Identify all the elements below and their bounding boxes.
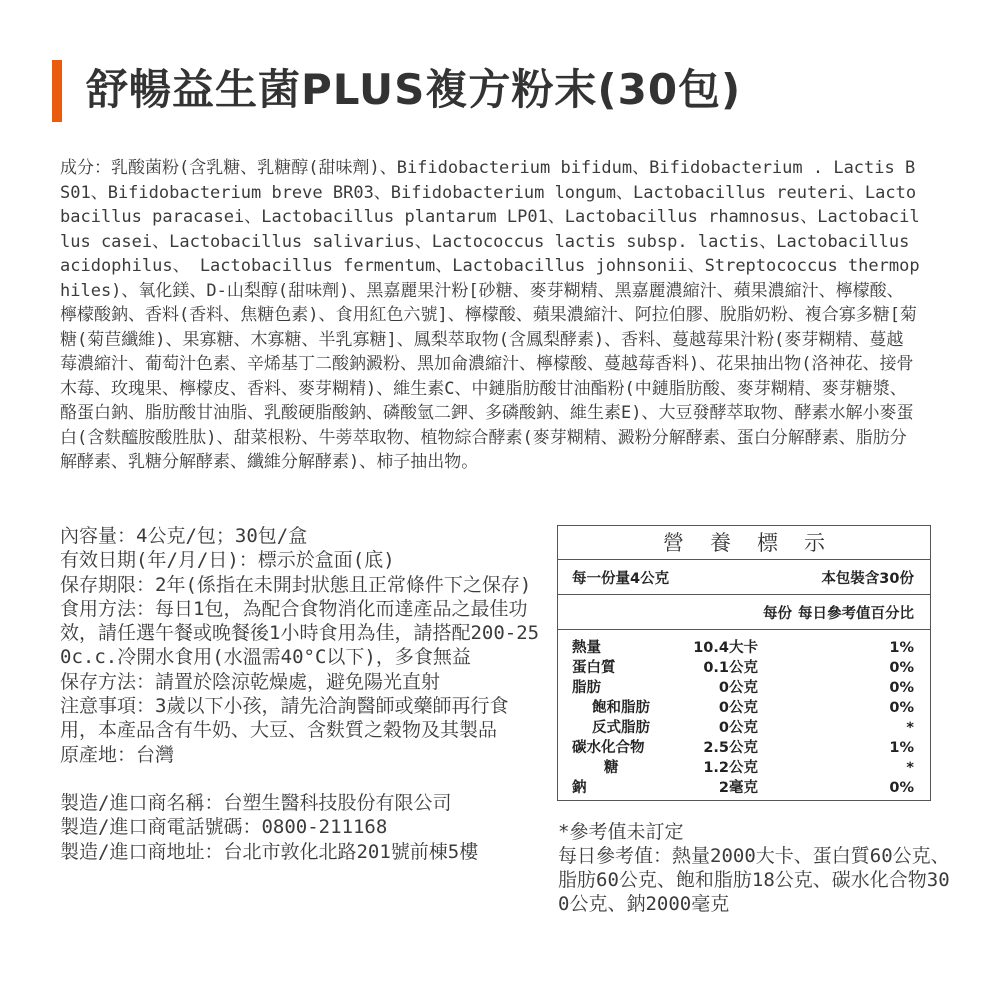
nutrient-daily-pct: 1%: [889, 640, 914, 656]
nutrient-daily-pct: 0%: [889, 780, 914, 796]
nutrient-value: 0公克: [718, 680, 758, 696]
nutrition-facts-table: [557, 525, 931, 801]
nutrient-name: 碳水化合物: [572, 740, 645, 756]
nutrient-value: 0.1公克: [703, 660, 758, 676]
nutrient-daily-pct: 0%: [889, 660, 914, 676]
nutrient-value: 1.2公克: [703, 760, 758, 776]
nutrient-value: 2.5公克: [703, 740, 758, 756]
manufacturer-address: 製造/進口商地址：台北市敦化北路201號前棟5樓: [60, 840, 479, 863]
nutrition-footnote: [558, 820, 953, 916]
product-title: 舒暢益生菌PLUS複方粉末(30包): [86, 65, 742, 114]
nutrition-rows: [558, 630, 930, 798]
nutrient-value: 10.4大卡: [693, 640, 758, 656]
nutrition-row: [572, 678, 914, 698]
product-info: [60, 524, 545, 864]
nutrition-row: [572, 698, 914, 718]
nutrition-row: [572, 758, 914, 778]
nutrient-name: 反式脂肪: [592, 720, 650, 736]
nutrient-daily-pct: 0%: [889, 700, 914, 716]
nutrient-name: 鈉: [572, 780, 587, 796]
nutrition-row: [572, 658, 914, 678]
storage-method: 保存方法：請置於陰涼乾燥處，避免陽光直射: [60, 670, 441, 693]
spacer: [60, 767, 545, 791]
nutrient-value: 0公克: [718, 720, 758, 736]
nutrient-name: 蛋白質: [572, 660, 616, 676]
ingredients-text: 成分：乳酸菌粉(含乳糖、乳糖醇(甜味劑)、Bifidobacterium bifidum、Bifidobacterium . Lactis BS01、Bifidobacterium breve BR03、Bifidobacterium longum、Lactobacillus reuteri、Lactobacillus paracasei、Lactobacillus plantarum LP01、Lactobacillus rhamnosus、Lactobacillus casei、Lactobacillus salivarius、Lactococcus lactis subsp. lactis、Lactobacillus acidophilus、 Lactobacillus fermentum、Lactobacillus johnsonii、Streptococcus thermophiles)、氧化鎂、D-山梨醇(甜味劑)、黑嘉麗果汁粉[砂糖、麥芽糊精、黑嘉麗濃縮汁、蘋果濃縮汁、檸檬酸、檸檬酸鈉、香料(香料、焦糖色素)、食用紅色六號]、檸檬酸、蘋果濃縮汁、阿拉伯膠、脫脂奶粉、複合寡多糖[菊糖(菊苣纖維)、果寡糖、木寡糖、半乳寡糖]、鳳梨萃取物(含鳳梨酵素)、香料、蔓越莓果汁粉(麥芽糊精、蔓越莓濃縮汁、葡萄汁色素、辛烯基丁二酸鈉澱粉、黑加侖濃縮汁、檸檬酸、蔓越莓香料)、花果抽出物(洛神花、接骨木莓、玫瑰果、檸檬皮、香料、麥芽糊精)、維生素C、中鏈脂肪酸甘油酯粉(中鏈脂肪酸、麥芽糊精、麥芽糖漿、酪蛋白鈉、脂肪酸甘油脂、乳酸硬脂酸鈉、磷酸氫二鉀、多磷酸鈉、維生素E)、大豆發酵萃取物、酵素水解小麥蛋白(含麩醯胺酸胜肽)、甜菜根粉、牛蒡萃取物、植物綜合酵素(麥芽糊精、澱粉分解酵素、蛋白分解酵素、脂肪分解酵素、乳糖分解酵素、纖維分解酵素)、柿子抽出物。: [60, 158, 920, 472]
nutrient-daily-pct: *: [906, 720, 914, 736]
nutrition-row: [572, 638, 914, 658]
manufacturer-name: 製造/進口商名稱：台塑生醫科技股份有限公司: [60, 791, 452, 814]
footnote-daily-reference: 每日參考值：熱量2000大卡、蛋白質60公克、脂肪60公克、飽和脂肪18公克、碳水化合物300公克、鈉2000毫克: [558, 845, 950, 915]
nutrient-daily-pct: 0%: [889, 680, 914, 696]
nutrient-daily-pct: 1%: [889, 740, 914, 756]
nutrient-name: 脂肪: [572, 680, 601, 696]
nutrition-title: 營養標示: [558, 526, 930, 560]
expiry-date: 有效日期(年/月/日)：標示於盒面(底): [60, 549, 395, 572]
nutrient-name: 糖: [604, 760, 619, 776]
caution-notes: 注意事項：3歲以下小孩，請先洽詢醫師或藥師再行食用，本產品含有牛奶、大豆、含麩質之穀物及其製品: [60, 695, 509, 742]
nutrient-name: 飽和脂肪: [592, 700, 650, 716]
nutrient-name: 熱量: [572, 640, 601, 656]
nutrition-row: [572, 778, 914, 798]
serving-size: 每一份量4公克: [572, 570, 670, 587]
origin: 原產地：台灣: [60, 743, 175, 766]
serving-row: [558, 560, 930, 595]
nutrition-row: [572, 718, 914, 738]
content-amount: 內容量：4公克/包；30包/盒: [60, 525, 308, 547]
manufacturer-phone: 製造/進口商電話號碼：0800-211168: [60, 816, 388, 839]
nutrition-row: [572, 738, 914, 758]
footnote-star: *參考值未訂定: [558, 821, 684, 843]
usage-instructions: 食用方法：每日1包，為配合食物消化而達產品之最佳功效，請任選午餐或晚餐後1小時食用為佳，請搭配200-250c.c.冷開水食用(水溫需40°C以下)，多食無益: [60, 597, 540, 669]
column-header-row: [558, 595, 930, 630]
servings-per-pack: 本包裝含30份: [821, 570, 914, 587]
shelf-life: 保存期限：2年(係指在未開封狀態且正常條件下之保存): [60, 573, 532, 596]
nutrient-value: 2毫克: [718, 780, 758, 796]
nutrient-daily-pct: *: [906, 760, 914, 776]
title-accent-bar: [52, 60, 62, 122]
col-daily-pct: 每日參考值百分比: [798, 605, 914, 622]
col-per-serving: 每份: [763, 605, 792, 622]
nutrient-value: 0公克: [718, 700, 758, 716]
